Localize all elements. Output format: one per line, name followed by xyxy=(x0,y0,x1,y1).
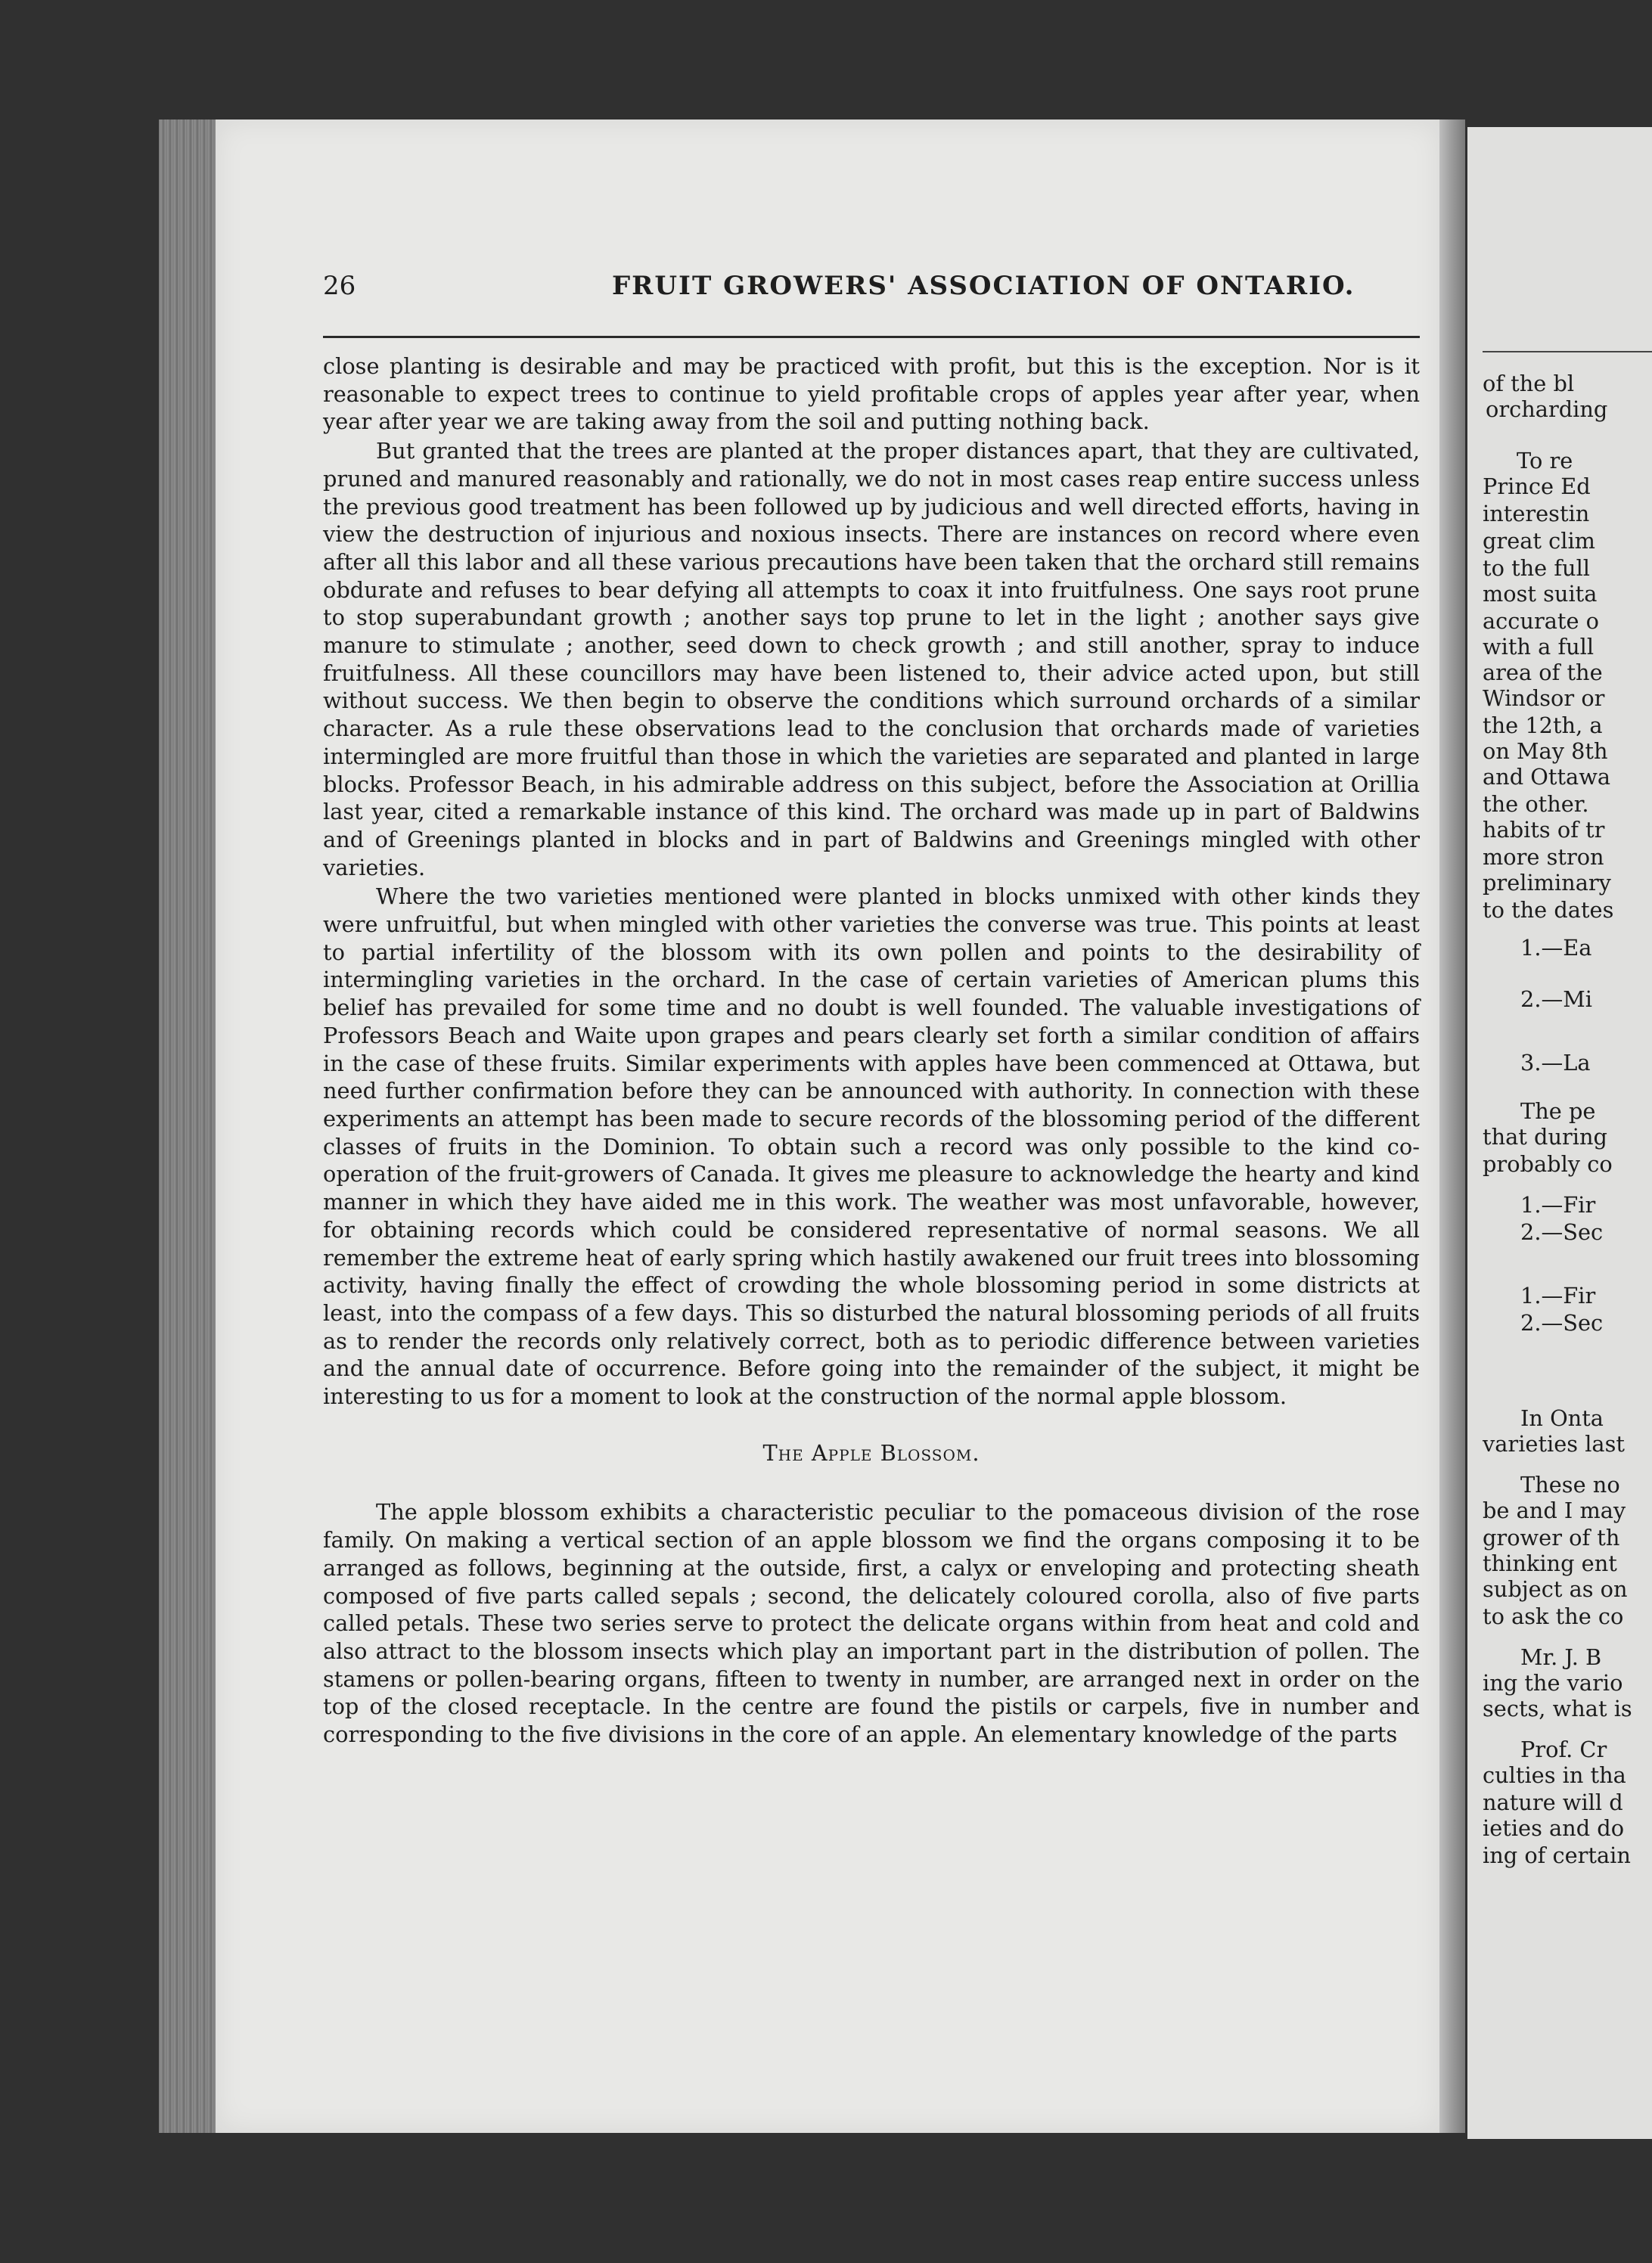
facing-page-line: 2.—Sec xyxy=(1520,1310,1604,1336)
paragraph-1: close planting is desirable and may be practiced with profit, but this is the exception. Nor is it reasonable to expect trees to continue to yield profitable crops of apples year after year, when year after year we are taking away from the soil and putting nothing back. xyxy=(323,353,1420,435)
facing-page-line: These no xyxy=(1520,1472,1620,1498)
facing-page-line: the 12th, a xyxy=(1483,712,1603,738)
facing-page-line: 1.—Fir xyxy=(1520,1192,1596,1218)
facing-page-line: orcharding xyxy=(1486,396,1608,422)
paragraph-4: The apple blossom exhibits a characteristic peculiar to the pomaceous division of the rose family. On making a vertical section of an apple blossom we find the organs composing it to be arranged as follows, beginning at the outside, first, a calyx or enveloping and protecting sheath composed of five parts called sepals ; second, the delicately coloured corolla, also of five parts called petals. These two series serve to protect the delicate organs within from heat and cold and also attract to the blossom insects which play an important part in the distribution of pollen. The stamens or pollen-bearing organs, fifteen to twenty in number, are arranged next in order on the top of the closed receptacle. In the centre are found the pistils or carpels, five in number and corresponding to the five divisions in the core of an apple. An elementary knowledge of the parts xyxy=(323,1499,1420,1748)
facing-page-line: ing the vario xyxy=(1483,1670,1623,1696)
facing-page-line: habits of tr xyxy=(1483,817,1605,843)
facing-page-line: ieties and do xyxy=(1483,1815,1625,1841)
facing-page-line: grower of th xyxy=(1483,1525,1620,1551)
facing-page-line: to the full xyxy=(1483,555,1591,581)
facing-page-line: more stron xyxy=(1483,844,1604,870)
facing-page-line: most suita xyxy=(1483,581,1598,607)
facing-page-line: Prince Ed xyxy=(1483,473,1591,499)
facing-page-line: 1.—Ea xyxy=(1520,935,1592,961)
facing-page-line: 2.—Sec xyxy=(1520,1219,1604,1245)
running-title: FRUIT GROWERS' ASSOCIATION OF ONTARIO. xyxy=(612,271,1355,301)
facing-page-line: Prof. Cr xyxy=(1520,1737,1607,1762)
header-rule xyxy=(323,336,1420,338)
facing-page-line: Mr. J. B xyxy=(1520,1644,1602,1670)
facing-page-line: 2.—Mi xyxy=(1520,986,1592,1012)
facing-page-rule xyxy=(1483,351,1652,352)
facing-page-line: accurate o xyxy=(1483,608,1600,634)
book-gutter xyxy=(1439,120,1465,2133)
facing-page-line: 3.—La xyxy=(1520,1050,1591,1076)
facing-page-line: probably co xyxy=(1483,1151,1613,1177)
facing-page-fragment xyxy=(1467,127,1652,2139)
facing-page-line: that during xyxy=(1483,1124,1607,1150)
paragraph-2: But granted that the trees are planted at the proper distances apart, that they are cultivated, pruned and manured reasonably and rationally, we do not in most cases reap entire success unless the previous good treatment has been followed up by judicious and well directed efforts, having in view the destruction of injurious and noxious insects. There are instances on record where even after all this labor and all these various precautions have been taken that the orchard still remains obdurate and refuses to bear defying all attempts to coax it into fruitfulness. One says root prune to stop superabundant growth ; another says top prune to let in the light ; another says give manure to stimulate ; another, seed down to check growth ; and still another, spray to induce fruitfulness. All these councillors may have been listened to, their advice acted upon, but still without success. We then begin to observe the conditions which surround orchards of a similar character. As a rule these observations lead to the conclusion that orchards made of varieties intermingled are more fruitful than those in which the varieties are separated and planted in large blocks. Professor Beach, in his admirable address on this subject, before the Association at Orillia last year, cited a remarkable instance of this kind. The orchard was made up in part of Baldwins and of Greenings planted in blocks and in part of Baldwins and Greenings mingled with other varieties. xyxy=(323,438,1420,880)
paragraph-3: Where the two varieties mentioned were planted in blocks unmixed with other kinds they were unfruitful, but when mingled with other varieties the converse was true. This points at least to partial infertility of the blossom with its own pollen and points to the desirability of intermingling varieties in the orchard. In the case of certain varieties of American plums this belief has prevailed for some time and no doubt is well founded. The valuable investigations of Professors Beach and Waite upon grapes and pears clearly set forth a similar condition of affairs in the case of these fruits. Similar experiments with apples have been commenced at Ottawa, but need further confirmation before they can be announced with authority. In connection with these experiments an attempt has been made to secure records of the blossoming period of the different classes of fruits in the Dominion. To obtain such a record was only possible to the kind co-operation of the fruit-growers of Canada. It gives me pleasure to acknowledge the hearty and kind manner in which they have aided me in this work. The weather was most unfavorable, however, for obtaining records which could be considered representative of normal seasons. We all remember the extreme heat of early spring which hastily awakened our fruit trees into blossoming activity, having finally the effect of crowding the whole blossoming period in some districts at least, into the compass of a few days. This so disturbed the natural blossoming periods of all fruits as to render the records only relatively correct, both as to periodic difference between varieties and the annual date of occurrence. Before going into the remainder of the subject, it might be interesting to us for a moment to look at the construction of the normal apple blossom. xyxy=(323,883,1420,1410)
facing-page-line: with a full xyxy=(1483,634,1595,660)
section-heading: The Apple Blossom. xyxy=(762,1439,980,1466)
facing-page-line: nature will d xyxy=(1483,1790,1623,1815)
facing-page-line: sects, what is xyxy=(1483,1696,1632,1721)
facing-page-line: 1.—Fir xyxy=(1520,1283,1596,1308)
facing-page-line: be and I may xyxy=(1483,1498,1626,1523)
facing-page-line: In Onta xyxy=(1520,1405,1604,1431)
facing-page-line: subject as on xyxy=(1483,1576,1628,1602)
facing-page-line: great clim xyxy=(1483,528,1595,554)
facing-page-line: to the dates xyxy=(1483,897,1614,923)
facing-page-line: the other. xyxy=(1483,791,1589,817)
facing-page-line: to ask the co xyxy=(1483,1603,1624,1629)
facing-page-line: ing of certain xyxy=(1483,1842,1631,1868)
facing-page-line: The pe xyxy=(1520,1098,1596,1124)
body-text xyxy=(323,352,1420,1750)
facing-page-line: interestin xyxy=(1483,501,1590,526)
facing-page-line: preliminary xyxy=(1483,870,1611,896)
facing-page-line: To re xyxy=(1517,448,1573,473)
facing-page-line: thinking ent xyxy=(1483,1551,1617,1576)
page-26 xyxy=(216,120,1441,2133)
facing-page-line: on May 8th xyxy=(1483,738,1608,764)
facing-page-line: of the bl xyxy=(1483,371,1575,396)
page-stack-edge-left xyxy=(159,120,219,2133)
facing-page-line: area of the xyxy=(1483,660,1603,685)
facing-page-line: and Ottawa xyxy=(1483,764,1611,790)
facing-page-line: varieties last xyxy=(1483,1431,1625,1457)
facing-page-line: culties in tha xyxy=(1483,1762,1626,1788)
page-number: 26 xyxy=(323,271,356,301)
facing-page-line: Windsor or xyxy=(1483,685,1605,711)
